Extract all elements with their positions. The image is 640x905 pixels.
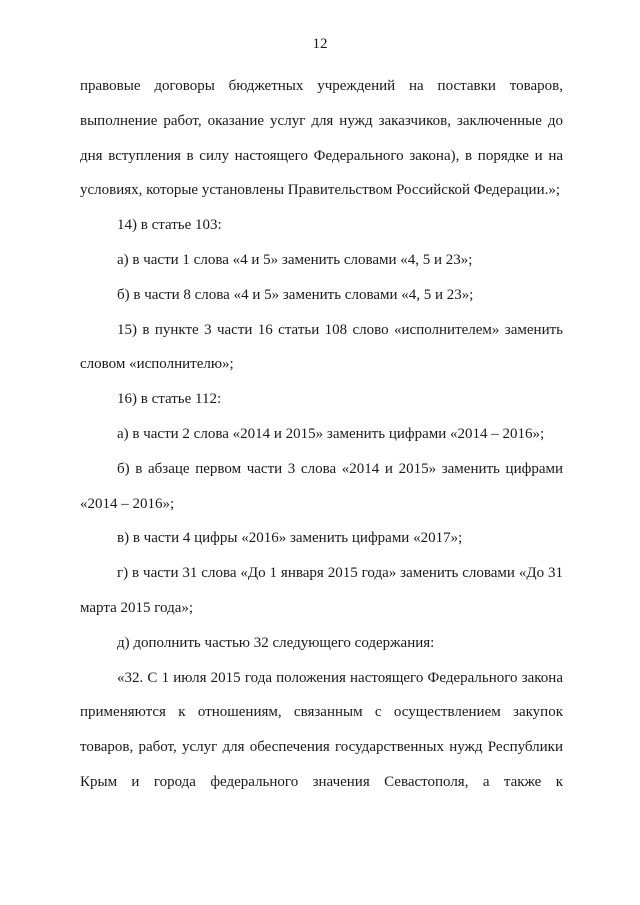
paragraph-9: в) в части 4 цифры «2016» заменить цифрами «2017»; <box>117 530 463 547</box>
page-number: 12 <box>312 36 328 52</box>
paragraph-8: б) в абзаце первом части 3 слова «2014 и 2015» заменить цифрами «2014 – 2016»; <box>80 460 563 512</box>
paragraph-5: 15) в пункте 3 части 16 статьи 108 слово «исполнителем» заменить словом «исполнителю»; <box>80 321 563 373</box>
paragraph-4: б) в части 8 слова «4 и 5» заменить словами «4, 5 и 23»; <box>117 286 474 303</box>
document-body <box>80 69 563 800</box>
paragraph-3: а) в части 1 слова «4 и 5» заменить словами «4, 5 и 23»; <box>117 251 473 268</box>
paragraph-6: 16) в статье 112: <box>117 391 222 408</box>
paragraph-12: «32. С 1 июля 2015 года положения настоящего Федерального закона применяются к отношениям, связанным с осуществлением закупок товаров, работ, услуг для обеспечения государственных нужд Республики Крым и города федерального значения Севастополя, а также к <box>80 669 563 790</box>
paragraph-11: д) дополнить частью 32 следующего содержания: <box>117 634 435 651</box>
paragraph-2: 14) в статье 103: <box>117 217 222 234</box>
paragraph-1: правовые договоры бюджетных учреждений на поставки товаров, выполнение работ, оказание услуг для нужд заказчиков, заключенные до дня вступления в силу настоящего Федерального закона), в порядке и на условиях, которые установлены Правительством Российской Федерации.»; <box>80 78 563 199</box>
paragraph-10: г) в части 31 слова «До 1 января 2015 года» заменить словами «До 31 марта 2015 года»; <box>80 565 563 616</box>
paragraph-7: а) в части 2 слова «2014 и 2015» заменить цифрами «2014 – 2016»; <box>117 425 545 442</box>
